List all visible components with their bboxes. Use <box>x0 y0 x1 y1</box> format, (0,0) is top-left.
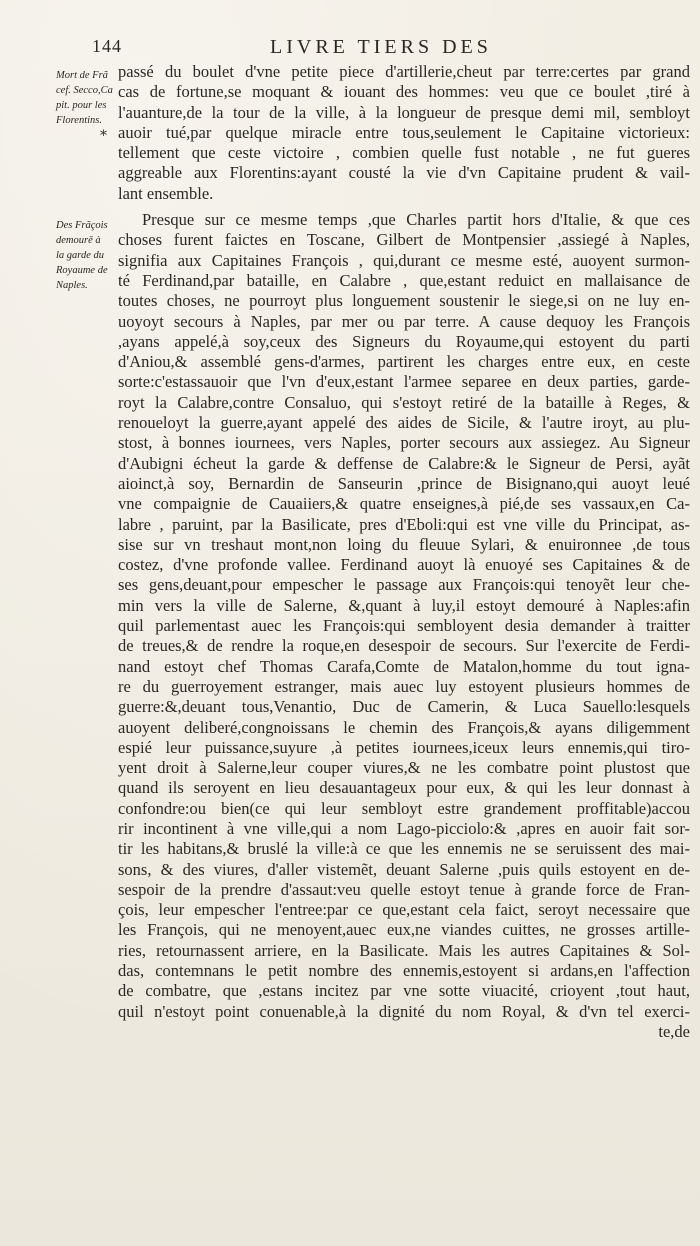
text-line: ,ayans appelé,à soy,ceux des Signeurs du Royaume,qui estoyent du parti <box>118 331 690 351</box>
text-line: d'Aubigni écheut la garde & deffense de Calabre:& le Signeur de Persi, ayãt <box>118 453 690 473</box>
text-line: tellement que ceste victoire , combien quelle fust notable , ne fut gueres <box>118 143 690 163</box>
text-line: choses furent faictes en Toscane, Gilbert de Montpensier ,assiegé à Naples, <box>118 230 690 250</box>
paragraph-1 <box>118 62 690 204</box>
text-line: espié leur puissance,suyure ,à petites iournees,iceux leurs ennemis,qui tiro- <box>118 737 690 757</box>
margin-note-line: pit. pour les <box>56 100 107 111</box>
catchword: te,de <box>658 1021 690 1041</box>
text-line: les François, qui ne menoyent,auec eux,ne viandes cuittes, ne grosses artille- <box>118 920 690 940</box>
text-line: aioinct,à soy, Bernardin de Sanseurin ,prince de Bisignano,qui auoyt leué <box>118 473 690 493</box>
text-line: signifia aux Capitaines François , qui,durant ce mesme esté, auoyent surmon- <box>118 250 690 270</box>
page-header <box>92 36 652 58</box>
text-line: re du guerroyement estranger, mais auec luy estoyent plusieurs hommes de <box>118 676 690 696</box>
text-line: ses gens,deuant,pour empescher le passage aux François:qui tenoyẽt leur che- <box>118 575 690 595</box>
text-line: min vers la ville de Salerne, &,quant à luy,il estoyt demouré à Naples:afin <box>118 595 690 615</box>
text-line: té Ferdinand,par bataille, en Calabre , que,estant reduict en mallaisance de <box>118 270 690 290</box>
text-line: guerre:&,deuant tous,Venantio, Duc de Camerin, & Luca Sauello:lesquels <box>118 697 690 717</box>
text-line: ries, retournassent arriere, en la Basilicate. Mais les autres Capitaines & Sol- <box>118 940 690 960</box>
margin-note-line: la garde du <box>56 250 105 261</box>
text-line: auoir tué,par quelque miracle entre tous,seulement le Capitaine victorieux: <box>118 122 690 142</box>
text-line: renoueloyt la guerre,ayant appelé des aides de Sicile, & l'autre iroyt, au plu- <box>118 413 690 433</box>
margin-note-line: Des Frãçois <box>56 220 108 231</box>
text-line: rir incontinent à vne ville,qui a nom Lago-picciolo:& ,apres en auoir fait sor- <box>118 818 690 838</box>
text-line: lant ensemble. <box>118 183 214 203</box>
text-line: quil n'estoyt point conuenable,à la dignité du nom Royal, & d'vn tel exerci- <box>118 1001 690 1021</box>
text-line: l'auanture,de la tour de la ville, à la longueur de presque demi mil, sembloyt <box>118 102 690 122</box>
text-line: quil parlementast auec les François:qui sembloyent desia demander à traitter <box>118 616 690 636</box>
page-number: 144 <box>92 36 122 56</box>
text-line: Presque sur ce mesme temps ,que Charles partit hors d'Italie, & que ces <box>142 210 690 230</box>
text-line: de treues,& de rendre la roque,en desespoir de secours. Sur l'exercite de Ferdi- <box>118 636 690 656</box>
text-line: vne compaignie de Cauaiiers,& quatre enseignes,à pié,de ses vassaux,en Ca- <box>118 494 690 514</box>
text-line: labre , paruint, par la Basilicate, pres d'Eboli:qui est vne ville du Principat, as- <box>118 514 690 534</box>
text-line: aggreable aux Florentins:ayant cousté la vie d'vn Capitaine prudent & vail- <box>118 163 690 183</box>
text-line: royt la Calabre,contre Consaluo, qui s'estoyt retiré de la bataille à Reges, & <box>118 392 690 412</box>
text-line: costez, d'vne profonde vallee. Ferdinand auoyt là enuoyé ses Capitaines & de <box>118 555 690 575</box>
paragraph-2 <box>118 210 690 1042</box>
margin-note-line: Mort de Frã <box>56 70 108 81</box>
text-line: auoyent deliberé,congnoissans le chemin des François,& ayans diligemment <box>118 717 690 737</box>
text-line: sespoir de la prendre d'assaut:veu quelle estoyt tenue à grande force de Fran- <box>118 879 690 899</box>
text-line: sorte:c'estassauoir que l'vn d'eux,estant l'armee separee en deux parties, garde- <box>118 372 690 392</box>
text-line: d'Aniou,& assemblé gens-d'armes, partirent les charges entre eux, en ceste <box>118 352 690 372</box>
text-line: stost, à bonnes iournees, vers Naples, porter secours aux assiegez. Au Signeur <box>118 433 690 453</box>
margin-note-death <box>56 68 116 128</box>
margin-note-naples <box>56 218 116 293</box>
margin-note-line: cef. Secco,Ca <box>56 85 113 96</box>
margin-note-line: Florentins. <box>56 115 102 126</box>
text-line: confondre:ou bien(ce qui leur sembloyt estre grandement proffitable)accou <box>118 798 690 818</box>
text-line: tir les habitans,& bruslé la ville:à ce que les ennemis ne se seruissent des mai- <box>118 839 690 859</box>
text-line: sons, & des viures, d'aller vistemẽt, deuant Salerne ,puis quils estoyent en de- <box>118 859 690 879</box>
text-line: yent droit à Salerne,leur couper viures,& ne les combatre point plustost que <box>118 758 690 778</box>
margin-note-line: Royaume de <box>56 265 108 276</box>
body-text <box>118 62 690 1042</box>
text-line: uoyoyt secours à Naples, par mer ou par terre. A cause dequoy les François <box>118 311 690 331</box>
text-line: toutes choses, ne pourroyt plus longuement soustenir le siege,si on ne luy en- <box>118 291 690 311</box>
text-line: quand ils seroyent en lieu desauantageux pour eux, & qui les leur donnast à <box>118 778 690 798</box>
text-line: das, contemnans le petit nombre des ennemis,estoyent si ardans,en l'affection <box>118 961 690 981</box>
text-line: çois, leur empescher l'entree:par ce que,estant cela faict, seroyt necessaire que <box>118 900 690 920</box>
text-line: passé du boulet d'vne petite piece d'artillerie,cheut par terre:certes par grand <box>118 62 690 81</box>
text-line: cas de fortune,se moquant & iouant des hommes: veu que ce boulet ,tiré à <box>118 82 690 102</box>
text-line: de combatre, que ,estans incitez par vne sotte viuacité, crioyent ,tout haut, <box>118 981 690 1001</box>
text-line: sise sur vn treshaut mont,non loing du fleuue Sylari, & enuironnee ,de tous <box>118 534 690 554</box>
margin-note-line: demourē à <box>56 235 101 246</box>
margin-asterisk: * <box>100 128 107 144</box>
margin-note-line: Naples. <box>56 280 88 291</box>
text-line: nand estoyt chef Thomas Carafa,Comte de Matalon,homme du tout igna- <box>118 656 690 676</box>
running-title: LIVRE TIERS DES <box>270 36 492 58</box>
